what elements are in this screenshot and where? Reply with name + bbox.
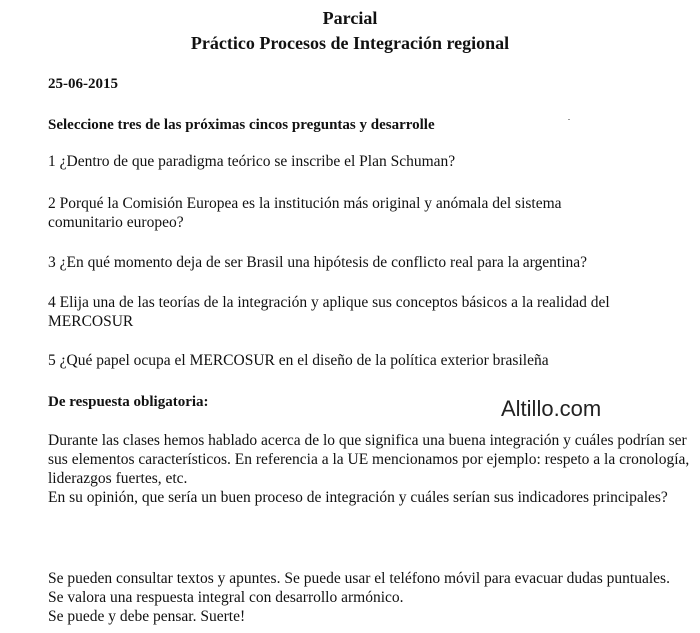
question-3: 3 ¿En qué momento deja de ser Brasil una hipótesis de conflicto real para la argentina?: [48, 254, 588, 271]
question-1: 1 ¿Dentro de que paradigma teórico se inscribe el Plan Schuman?: [48, 153, 456, 170]
mandatory-question-body: Durante las clases hemos hablado acerca de lo que significa una buena integración y cuáles podrían ser sus elementos característicos. En referencia a la UE mencionamos por ejemplo: respeto a la cronología, liderazgos fuertes, etc.: [48, 432, 690, 487]
question-5: 5 ¿Qué papel ocupa el MERCOSUR en el diseño de la política exterior brasileña: [48, 352, 549, 369]
scan-speck: [568, 119, 570, 120]
instructions: Seleccione tres de las próximas cincos preguntas y desarrolle: [48, 117, 435, 133]
exam-subtitle: Práctico Procesos de Integración regional: [190, 33, 510, 53]
watermark-logo: Altillo.com: [501, 396, 602, 421]
mandatory-question-prompt: En su opinión, que sería un buen proceso de integración y cuáles serían sus indicadores principales?: [48, 489, 668, 506]
closing-note: Se puede y debe pensar. Suerte!: [48, 608, 246, 625]
exam-rules: Se pueden consultar textos y apuntes. Se puede usar el teléfono móvil para evacuar dudas puntuales. Se valora una respuesta integral con desarrollo armónico.: [48, 570, 670, 606]
exam-date: 25-06-2015: [48, 76, 118, 92]
question-2: 2 Porqué la Comisión Europea es la institución más original y anómala del sistema comunitario europeo?: [48, 195, 562, 231]
question-4: 4 Elija una de las teorías de la integración y aplique sus conceptos básicos a la realidad del MERCOSUR: [48, 294, 610, 330]
mandatory-heading: De respuesta obligatoria:: [48, 394, 209, 410]
exam-title: Parcial: [322, 8, 378, 28]
